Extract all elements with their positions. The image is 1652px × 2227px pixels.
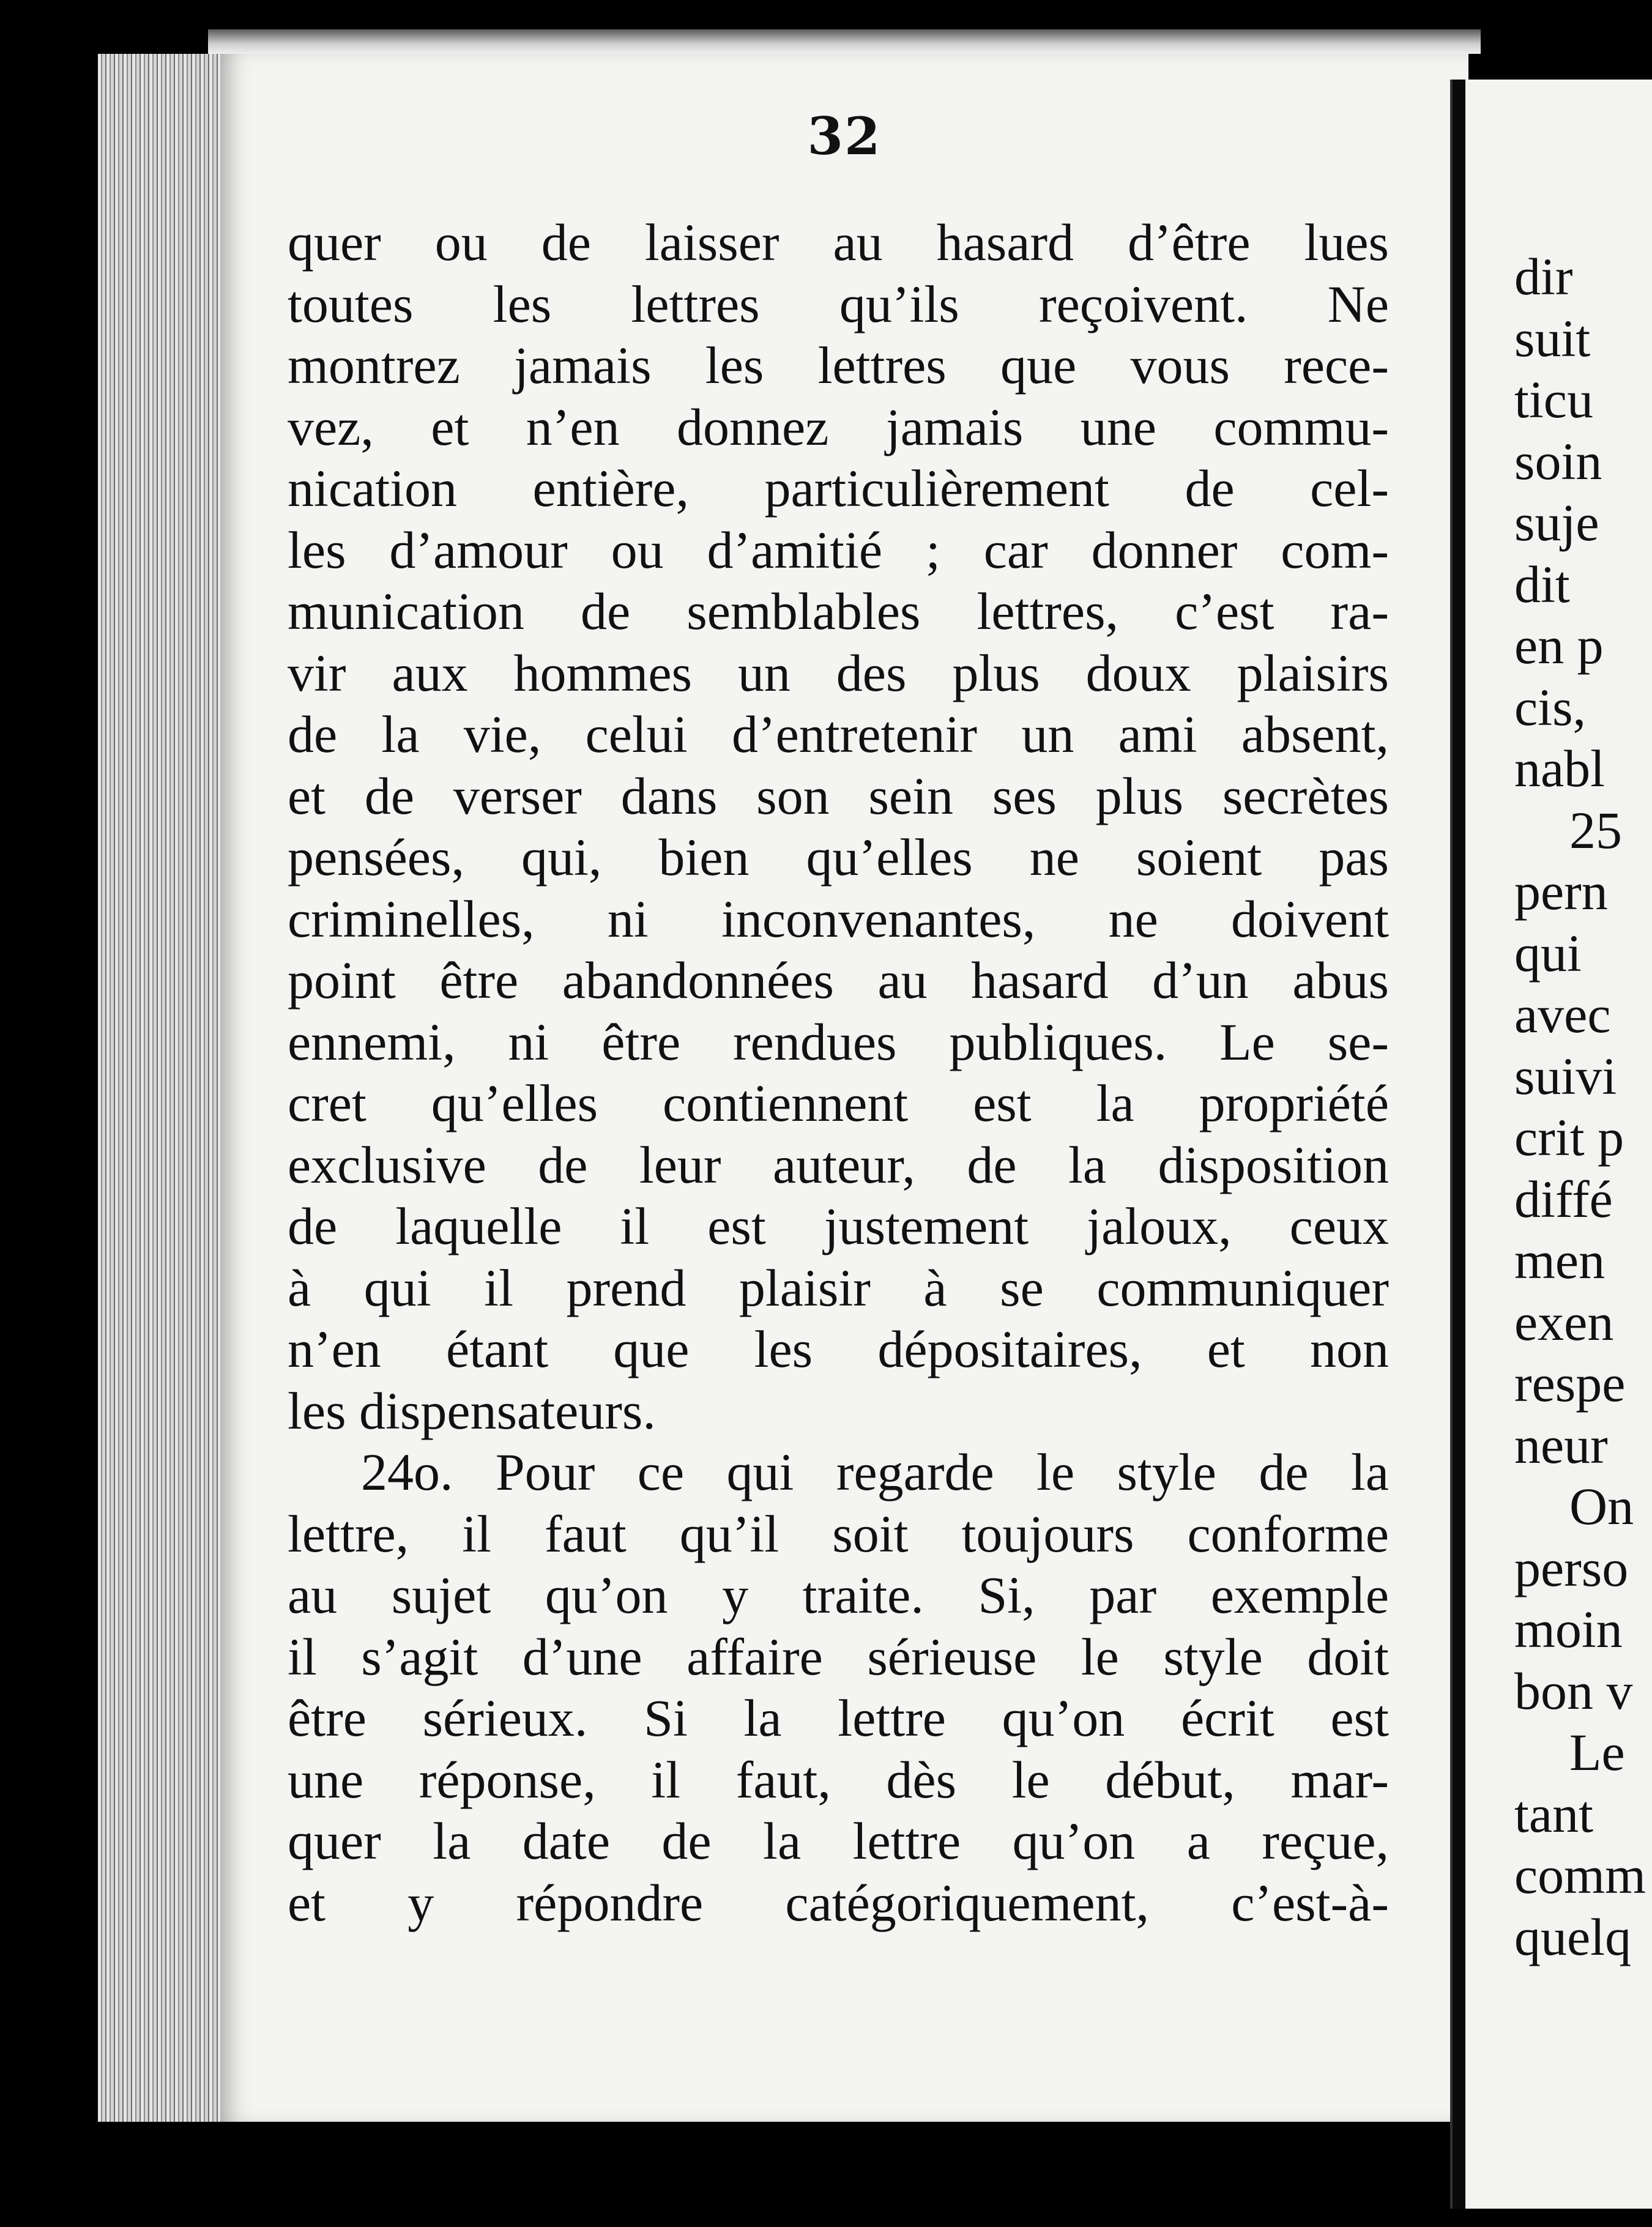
text-line: Le: [1569, 1723, 1625, 1782]
book-gutter: [1450, 80, 1466, 2209]
text-line: et y répondre catégoriquement, c’est-à-: [288, 1873, 1389, 1932]
text-line: de laquelle il est justement jaloux, ceux: [288, 1197, 1389, 1255]
text-line: n’en étant que les dépositaires, et non: [288, 1320, 1389, 1378]
paragraph-start-line: 24o. Pour ce qui regarde le style de la: [361, 1443, 1389, 1501]
text-line: dit: [1514, 554, 1570, 614]
text-line: 25: [1569, 800, 1622, 860]
text-line: ticu: [1514, 370, 1593, 429]
text-line: dir: [1514, 247, 1573, 306]
text-line: il s’agit d’une affaire sérieuse le style doit: [288, 1627, 1389, 1686]
left-page: [220, 54, 1468, 2122]
text-line: suivi: [1514, 1046, 1617, 1106]
text-line: une réponse, il faut, dès le début, mar-: [288, 1750, 1389, 1809]
text-line: perso: [1514, 1538, 1629, 1597]
text-line: lettre, il faut qu’il soit toujours conforme: [288, 1504, 1389, 1563]
text-line: quer la date de la lettre qu’on a reçue,: [288, 1812, 1389, 1870]
right-page-partial: [1465, 80, 1652, 2209]
text-line: moin: [1514, 1600, 1623, 1659]
text-line: criminelles, ni inconvenantes, ne doivent: [288, 889, 1389, 948]
text-line: au sujet qu’on y traite. Si, par exemple: [288, 1566, 1389, 1624]
text-line: quelq: [1514, 1907, 1632, 1966]
text-line: men: [1514, 1231, 1605, 1290]
text-line: quer ou de laisser au hasard d’être lues: [288, 213, 1389, 272]
body-text: [288, 212, 1389, 1933]
text-line: cret qu’elles contiennent est la propriété: [288, 1074, 1389, 1132]
text-line: ennemi, ni être rendues publiques. Le se-: [288, 1012, 1389, 1071]
book-page-edges: [98, 54, 224, 2122]
text-line: vez, et n’en donnez jamais une commu-: [288, 397, 1389, 456]
text-line: les d’amour ou d’amitié ; car donner com-: [288, 520, 1389, 579]
text-line: avec: [1514, 985, 1611, 1044]
text-line: cis,: [1514, 677, 1587, 737]
text-line: toutes les lettres qu’ils reçoivent. Ne: [288, 274, 1389, 333]
text-line: de la vie, celui d’entretenir un ami absent,: [288, 705, 1389, 764]
paragraph-end-line: les dispensateurs.: [288, 1381, 656, 1440]
text-line: suje: [1514, 493, 1599, 552]
text-line: diffé: [1514, 1169, 1613, 1229]
text-line: montrez jamais les lettres que vous rece-: [288, 336, 1389, 395]
text-line: respe: [1514, 1354, 1626, 1413]
text-line: point être abandonnées au hasard d’un abus: [288, 951, 1389, 1009]
text-line: et de verser dans son sein ses plus secrètes: [288, 766, 1389, 825]
text-line: à qui il prend plaisir à se communiquer: [288, 1258, 1389, 1317]
text-line: On: [1569, 1477, 1634, 1536]
text-line: être sérieux. Si la lettre qu’on écrit est: [288, 1689, 1389, 1747]
text-line: exclusive de leur auteur, de la disposition: [288, 1135, 1389, 1194]
text-line: munication de semblables lettres, c’est ra-: [288, 582, 1389, 641]
text-line: tant: [1514, 1784, 1593, 1843]
text-line: suit: [1514, 308, 1591, 368]
text-line: nabl: [1514, 739, 1605, 798]
text-line: crit p: [1514, 1108, 1624, 1167]
page-number: 32: [807, 106, 882, 166]
text-line: neur: [1514, 1415, 1608, 1474]
text-line: nication entière, particulièrement de cel-: [288, 459, 1389, 518]
text-line: pensées, qui, bien qu’elles ne soient pas: [288, 828, 1389, 887]
text-line: comm: [1514, 1846, 1646, 1905]
right-page-text: [1514, 246, 1646, 1968]
text-line: qui: [1514, 923, 1582, 983]
text-line: bon v: [1514, 1661, 1633, 1720]
text-line: vir aux hommes un des plus doux plaisirs: [288, 643, 1389, 702]
text-line: exen: [1514, 1292, 1614, 1351]
book-top-edge: [208, 29, 1481, 54]
text-line: en p: [1514, 616, 1604, 675]
text-line: soin: [1514, 431, 1602, 491]
text-line: pern: [1514, 862, 1608, 921]
